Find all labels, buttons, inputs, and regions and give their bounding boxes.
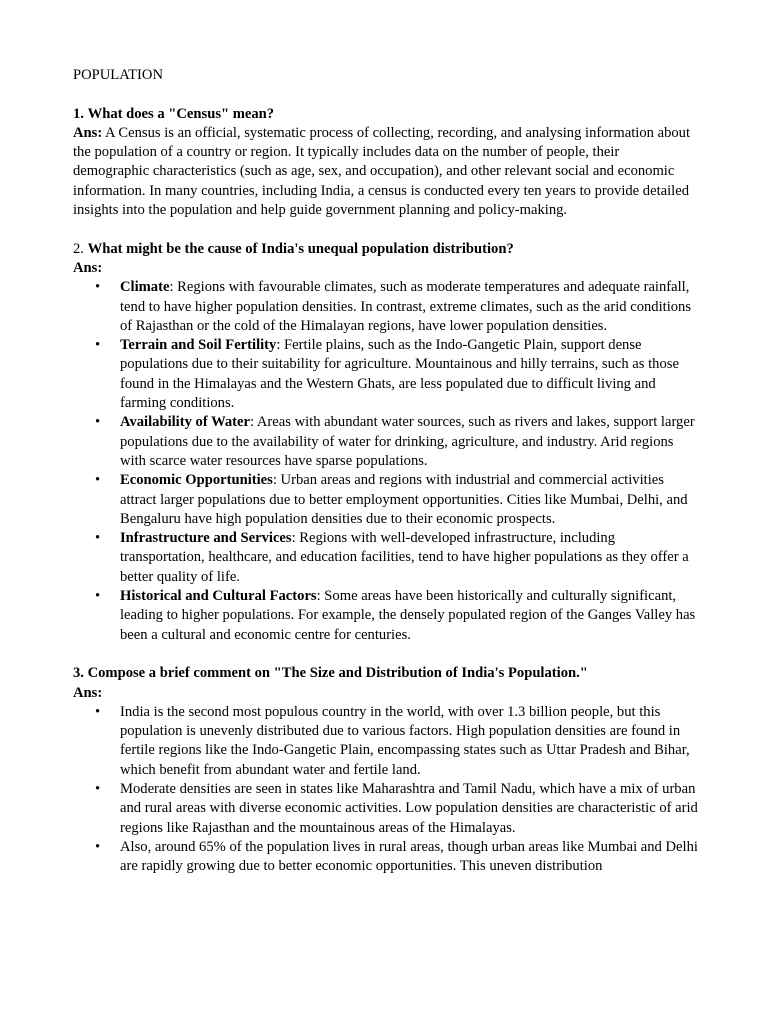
list-item [120,336,698,413]
question-2-text: What might be the cause of India's unequal population distribution? [87,240,514,257]
list-item [120,413,698,471]
question-3-text: 3. Compose a brief comment on "The Size and Distribution of India's Population." [73,665,588,682]
list-item: • India is the second most populous country in the world, with over 1.3 billion people, but this population is unevenly distributed due to various factors. High population densities are found in fertile regions like the Indo-Gangetic Plain, encompassing states such as Uttar Pradesh and Bihar, which benefit from abundant water and fertile land. [120,703,698,780]
list-item-term: Terrain and Soil Fertility [120,337,277,354]
answer-1-label: Ans: [73,124,103,141]
list-item-term: Availability of Water [120,414,250,431]
list-item [120,471,698,529]
answer-3-label-line [73,684,698,703]
list-item [120,278,698,336]
list-item-term: Economic Opportunities [120,472,273,489]
list-item [120,529,698,587]
list-item-term: Climate [120,279,170,296]
answer-1-paragraph [73,124,698,220]
list-item-text: : Regions with favourable climates, such as moderate temperatures and adequate rainfall, tend to have higher population densities. In contrast, extreme climates, such as the arid conditions of Rajasthan or the cold of the Himalayan regions, have lower population densities. [120,279,692,334]
question-2-heading [73,240,698,259]
document-title: POPULATION [73,67,163,83]
list-item-term: Historical and Cultural Factors [120,588,317,605]
answer-2-label: Ans: [73,259,103,276]
question-3-section [73,664,698,876]
list-item-text: : Some areas have been historically and culturally significant, leading to higher populations. For example, the densely populated region of the Ganges Valley has been a cultural and economic centre for centuries. [120,588,696,643]
answer-2-label-line [73,259,698,278]
list-item-text: : Areas with abundant water sources, such as rivers and lakes, support larger populations due to the availability of water for drinking, agriculture, and industry. Arid regions with scarce water resources have sparse populations. [120,414,695,469]
list-item-text: : Fertile plains, such as the Indo-Gangetic Plain, support dense populations due to their suitability for agriculture. Mountainous and hilly terrains, such as those found in the Himalayas and the Western Ghats, are less populated due to difficult living and farming conditions. [120,337,679,412]
list-item-text: : Regions with well-developed infrastructure, including transportation, healthcare, and education facilities, tend to have higher populations as they offer a better quality of life. [120,530,689,585]
list-item: • Moderate densities are seen in states like Maharashtra and Tamil Nadu, which have a mix of urban and rural areas with diverse economic activities. Low population densities are characteristic of arid regions like Rajasthan and the mountainous areas of the Himalayas. [120,780,698,838]
question-1-number: 1. [73,105,84,122]
list-item-term: Infrastructure and Services [120,530,292,547]
list-item: • Also, around 65% of the population lives in rural areas, though urban areas like Mumbai and Delhi are rapidly growing due to better economic opportunities. This uneven distribution [120,838,698,877]
question-1-section [73,105,698,221]
answer-3-list [73,703,698,877]
answer-3-label: Ans: [73,684,103,701]
question-1-heading [73,105,698,124]
answer-1-text: A Census is an official, systematic process of collecting, recording, and analysing information about the population of a country or region. It typically includes data on the number of people, their demographic characteristics (such as age, sex, and occupation), and other relevant social and economic information. In many countries, including India, a census is conducted every ten years to provide detailed insights into the population and help guide government planning and policy-making. [73,124,691,219]
question-1-text: What does a "Census" mean? [87,105,275,122]
list-item-text: : Urban areas and regions with industrial and commercial activities attract larger populations due to better employment opportunities. Cities like Mumbai, Delhi, and Bengaluru have high population densities due to their economic prospects. [120,472,688,527]
question-3-heading [73,664,698,683]
list-item [120,587,698,645]
answer-2-list [73,278,698,645]
question-2-section [73,240,698,645]
question-2-number: 2. [73,240,84,257]
